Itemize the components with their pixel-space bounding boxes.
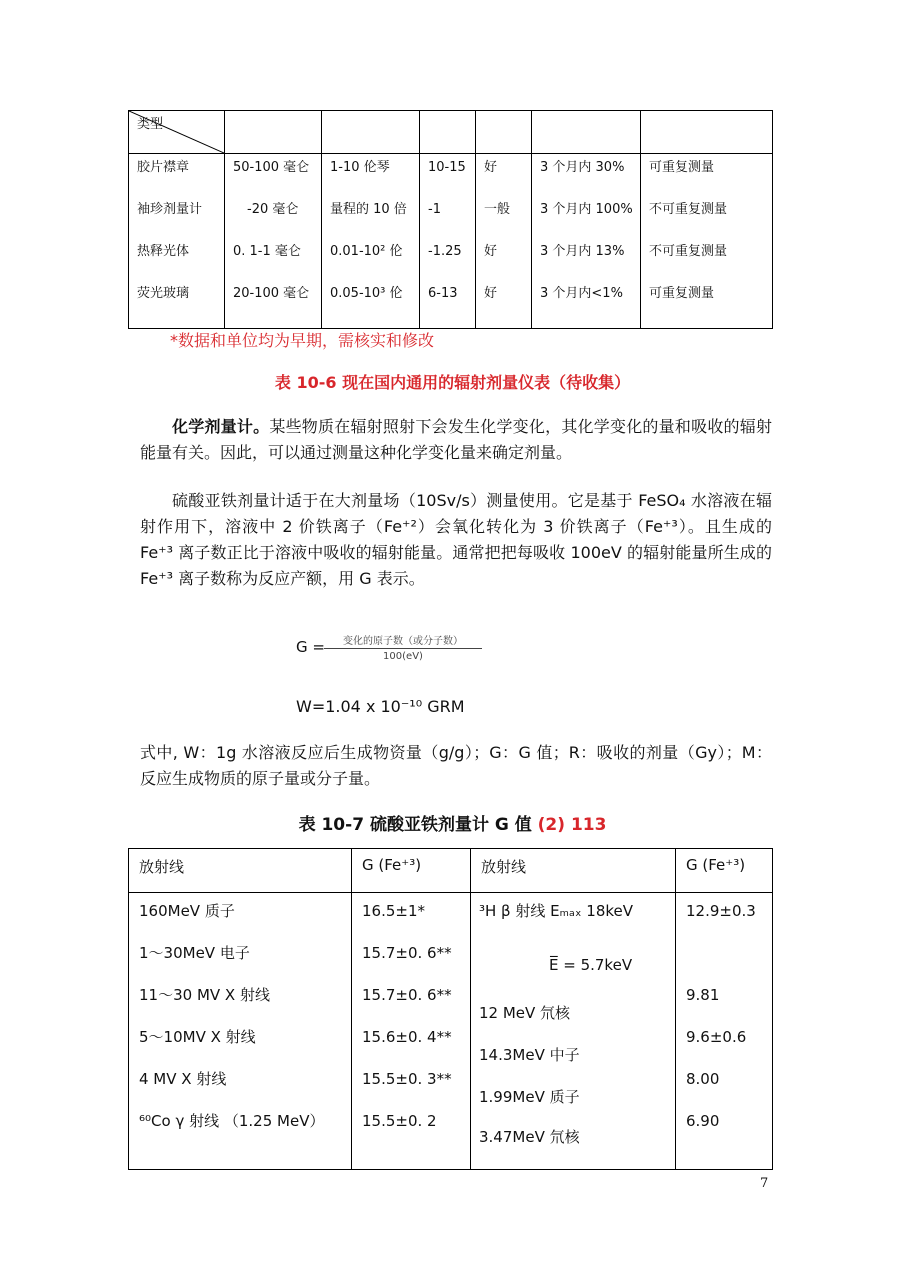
table-cell: 20-100 毫仑 — [233, 286, 310, 301]
table-cell: 3.47MeV 氘核 — [479, 1128, 580, 1146]
table-cell: 15.6±0. 4** — [362, 1028, 452, 1046]
table-column-quality — [476, 154, 532, 329]
table-cell: -1 — [428, 202, 441, 217]
table-cell: -1.25 — [428, 244, 462, 259]
table-cell: 14.3MeV 中子 — [479, 1046, 580, 1064]
header-cell — [322, 111, 420, 154]
table-cell: -20 毫仑 — [247, 202, 299, 217]
table-cell: 可重复测量 — [649, 286, 715, 301]
table-cell: 1～30MeV 电子 — [139, 944, 250, 962]
g-value-table — [128, 848, 773, 1170]
table-cell: 1.99MeV 质子 — [479, 1088, 580, 1106]
table-cell: 10-15 — [428, 160, 466, 175]
table-cell: 1-10 伦琴 — [330, 160, 390, 175]
formula-fraction — [324, 632, 482, 662]
table-header — [676, 849, 773, 893]
table-cell: 11～30 MV X 射线 — [139, 986, 270, 1004]
table-column-energy — [420, 154, 476, 329]
paragraph-chemical-dosimeter — [140, 414, 772, 466]
w-equation: W=1.04 x 10⁻¹⁰ GRM — [296, 697, 465, 716]
table-cell: 3 个月内 30% — [540, 160, 625, 175]
table-column-range-high — [322, 154, 420, 329]
table-cell: 6.90 — [686, 1112, 720, 1130]
table-column-g-right — [676, 893, 773, 1170]
header-cell — [420, 111, 476, 154]
table-cell: E̅ = 5.7keV — [549, 956, 633, 974]
table-10-7-caption — [0, 810, 905, 835]
table-header — [129, 849, 352, 893]
table-header — [471, 849, 676, 893]
header-cell — [532, 111, 641, 154]
table-cell: 50-100 毫仑 — [233, 160, 310, 175]
table-cell: 一般 — [484, 202, 511, 217]
caption-text: 表 10-7 硫酸亚铁剂量计 G 值 — [298, 815, 538, 835]
table-column-range-low — [225, 154, 322, 329]
table-cell: 胶片襟章 — [137, 160, 190, 175]
formula-numerator: 变化的原子数（或分子数） — [343, 636, 463, 647]
table-cell: 6-13 — [428, 286, 458, 301]
table-column-g-left — [352, 893, 471, 1170]
table-cell: 0.05-10³ 伦 — [330, 286, 403, 301]
table-cell: 5～10MV X 射线 — [139, 1028, 256, 1046]
header-cell — [476, 111, 532, 154]
header-cell — [641, 111, 773, 154]
table-cell: 4 MV X 射线 — [139, 1070, 227, 1088]
caption-reference: (2) 113 — [537, 815, 607, 835]
table-cell: 15.7±0. 6** — [362, 944, 452, 962]
table-header — [352, 849, 471, 893]
header-radiation: 放射线 — [139, 858, 185, 876]
table-cell: 好 — [484, 244, 498, 259]
table-cell: 9.81 — [686, 986, 720, 1004]
table-cell: 3 个月内<1% — [540, 286, 623, 301]
table-10-6-caption: 表 10-6 现在国内通用的辐射剂量仪表（待收集） — [274, 373, 631, 392]
table-column-type — [129, 154, 225, 329]
header-type-label: 类型 — [137, 117, 164, 132]
table-column-radiation-right — [471, 893, 676, 1170]
paragraph-text: 某些物质在辐射照射下会发生化学变化，其化学变化的量和吸收的辐射能量有关。因此，可以通过测量这种化学变化量来确定剂量。 — [140, 417, 772, 462]
header-radiation: 放射线 — [481, 858, 527, 876]
table-cell: 8.00 — [686, 1070, 720, 1088]
table-cell: 可重复测量 — [649, 160, 715, 175]
table-cell: 热释光体 — [137, 244, 190, 259]
table-cell: ³H β 射线 Eₘₐₓ 18keV — [479, 902, 634, 920]
table-cell: 量程的 10 倍 — [330, 202, 407, 217]
table-cell: 3 个月内 100% — [540, 202, 633, 217]
table-cell: 袖珍剂量计 — [137, 202, 203, 217]
header-g-value: G (Fe⁺³) — [362, 856, 422, 874]
dosimeter-table — [128, 110, 773, 329]
formula-denominator: 100(eV) — [383, 651, 423, 662]
table-cell: 3 个月内 13% — [540, 244, 625, 259]
table-cell: 12 MeV 氘核 — [479, 1004, 571, 1022]
table-cell: 荧光玻璃 — [137, 286, 190, 301]
paragraph-ferrous-sulfate: 硫酸亚铁剂量计适于在大剂量场（10Sv/s）测量使用。它是基于 FeSO₄ 水溶液在辐射作用下，溶液中 2 价铁离子（Fe⁺²）会氧化转化为 3 价铁离子（Fe⁺³）。且生成的 Fe⁺³ 离子数正比于溶液中吸收的辐射能量。通常把把每吸收 100eV 的辐射能量所生成的 Fe⁺³ 离子数称为反应产额，用 G 表示。 — [140, 491, 772, 588]
table-cell — [686, 943, 772, 985]
table-cell: ⁶⁰Co γ 射线 （1.25 MeV） — [139, 1112, 325, 1130]
table-cell: 15.5±0. 2 — [362, 1112, 437, 1130]
page-number: 7 — [760, 1176, 769, 1191]
paragraph-variable-legend: 式中, W：1g 水溶液反应后生成物资量（g/g）；G：G 值；R：吸收的剂量（Gy）；M：反应生成物质的原子量或分子量。 — [140, 743, 772, 788]
table-cell: 0.01-10² 伦 — [330, 244, 403, 259]
table-column-fading — [532, 154, 641, 329]
table-note: *数据和单位均为早期，需核实和修改 — [170, 331, 435, 350]
header-cell — [225, 111, 322, 154]
table-cell: 15.7±0. 6** — [362, 986, 452, 1004]
header-diagonal-cell — [129, 111, 225, 154]
table-cell: 不可重复测量 — [649, 202, 728, 217]
table-cell: 不可重复测量 — [649, 244, 728, 259]
table-cell: 好 — [484, 286, 498, 301]
table-cell: 好 — [484, 160, 498, 175]
table-column-reusability — [641, 154, 773, 329]
table-cell: 0. 1-1 毫仑 — [233, 244, 301, 259]
table-cell: 16.5±1* — [362, 902, 426, 920]
formula-lhs: G = — [296, 638, 325, 656]
table-column-radiation-left — [129, 893, 352, 1170]
paragraph-lead-term: 化学剂量计。 — [172, 417, 270, 436]
table-cell: 12.9±0.3 — [686, 902, 756, 920]
fraction-bar — [324, 648, 482, 649]
table-cell: 9.6±0.6 — [686, 1028, 747, 1046]
table-cell: 160MeV 质子 — [139, 902, 235, 920]
table-cell: 15.5±0. 3** — [362, 1070, 452, 1088]
header-g-value: G (Fe⁺³) — [686, 856, 746, 874]
